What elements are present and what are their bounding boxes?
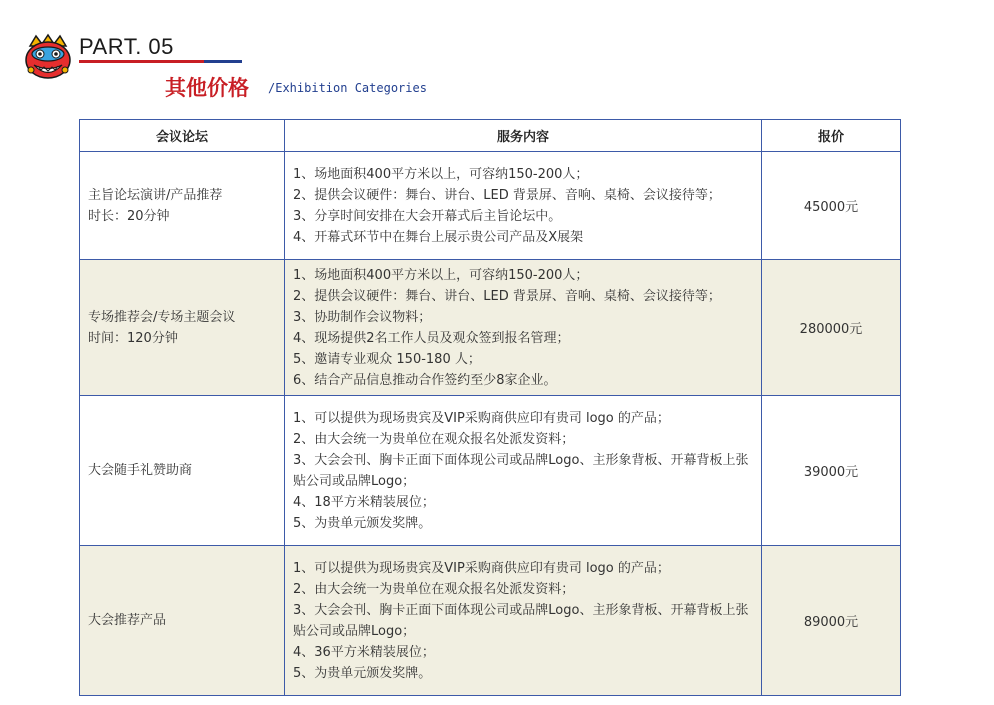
content-cell [285,396,762,546]
table-row [80,260,901,396]
content-cell [285,546,762,696]
lion-dance-mascot-icon [22,32,74,84]
price-cell: 89000元 [762,546,901,696]
category-duration: 时间：120分钟 [88,330,178,346]
content-line: 3、大会会刊、胸卡正面下面体现公司或品牌Logo、主形象背板、开幕背板上张贴公司或品牌Logo； [293,602,749,639]
category-cell [80,396,285,546]
content-line: 2、由大会统一为贵单位在观众报名处派发资料； [293,431,575,447]
table-header-row [80,120,901,152]
content-line: 3、大会会刊、胸卡正面下面体现公司或品牌Logo、主形象背板、开幕背板上张贴公司或品牌Logo； [293,452,749,489]
content-line: 5、为贵单元颁发奖牌。 [293,665,432,681]
content-line: 5、邀请专业观众 150-180 人； [293,351,481,367]
category-name: 大会推荐产品 [88,613,167,628]
content-line: 4、18平方米精装展位； [293,494,435,510]
category-name: 大会随手礼赞助商 [88,463,193,478]
price-cell: 45000元 [762,152,901,260]
price-table [79,119,901,696]
content-line: 3、分享时间安排在大会开幕式后主旨论坛中。 [293,208,562,224]
category-duration: 时长：20分钟 [88,208,170,224]
table-row [80,546,901,696]
part-underline [79,60,242,63]
section-title: 其他价格 [165,76,249,100]
part-label: PART. 05 [79,34,174,59]
category-cell [80,260,285,396]
table-row [80,396,901,546]
content-line: 4、开幕式环节中在舞台上展示贵公司产品及X展架 [293,229,584,245]
content-line: 4、现场提供2名工作人员及观众签到报名管理； [293,330,570,346]
price-cell: 280000元 [762,260,901,396]
category-cell [80,152,285,260]
content-line: 6、结合产品信息推动合作签约至少8家企业。 [293,372,557,388]
section-subtitle: /Exhibition Categories [268,81,427,95]
category-name: 专场推荐会/专场主题会议 [88,309,236,325]
content-line: 1、场地面积400平方米以上，可容纳150-200人； [293,166,589,182]
content-line: 1、场地面积400平方米以上，可容纳150-200人； [293,267,589,283]
category-name: 主旨论坛演讲/产品推荐 [88,187,223,203]
content-line: 2、由大会统一为贵单位在观众报名处派发资料； [293,581,575,597]
content-cell [285,152,762,260]
content-line: 2、提供会议硬件：舞台、讲台、LED 背景屏、音响、桌椅、会议接待等； [293,288,721,304]
content-line: 5、为贵单元颁发奖牌。 [293,515,432,531]
content-line: 3、协助制作会议物料； [293,309,432,325]
content-line: 2、提供会议硬件：舞台、讲台、LED 背景屏、音响、桌椅、会议接待等； [293,187,721,203]
column-header-price: 报价 [762,120,901,152]
category-cell [80,546,285,696]
content-line: 1、可以提供为现场贵宾及VIP采购商供应印有贵司 logo 的产品； [293,410,670,426]
content-line: 4、36平方米精装展位； [293,644,435,660]
table-row [80,152,901,260]
content-cell [285,260,762,396]
column-header-content: 服务内容 [285,120,762,152]
price-cell: 39000元 [762,396,901,546]
content-line: 1、可以提供为现场贵宾及VIP采购商供应印有贵司 logo 的产品； [293,560,670,576]
column-header-category: 会议论坛 [80,120,285,152]
